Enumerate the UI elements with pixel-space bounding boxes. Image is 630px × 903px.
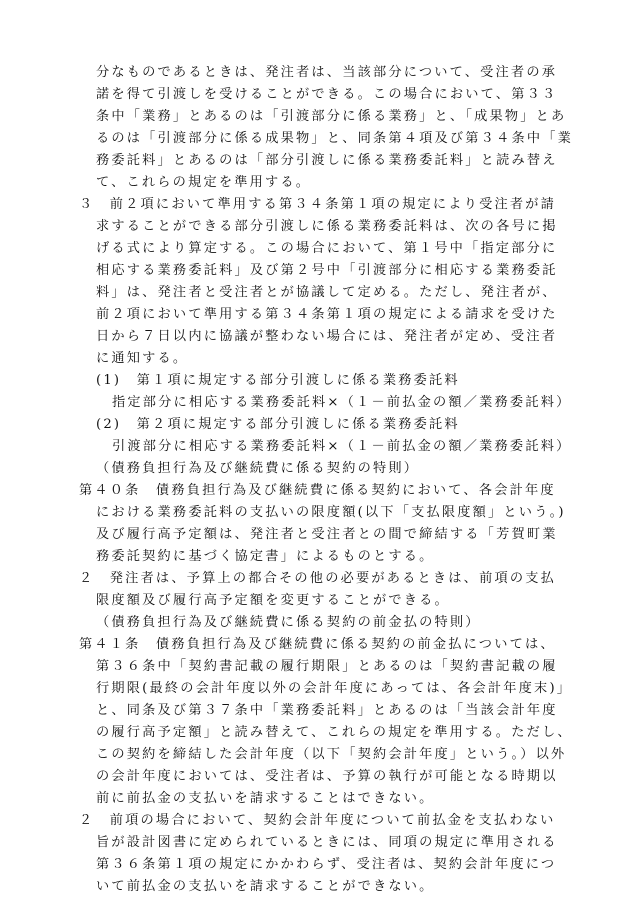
- text-line: 務委託料」とあるのは「部分引渡しに係る業務委託料」と読み替え: [96, 153, 558, 168]
- text-line: 旨が設計図書に定められているときには、同項の規定に準用される: [96, 835, 558, 850]
- text-line: 第４０条 債務負担行為及び継続費に係る契約において、各会計年度: [79, 483, 556, 498]
- text-line: 前に前払金の支払いを請求することはできない。: [96, 791, 435, 806]
- text-line: （債務負担行為及び継続費に係る契約の特則）: [96, 461, 420, 476]
- text-line: （債務負担行為及び継続費に係る契約の前金払の特則）: [96, 615, 481, 630]
- text-line: 行期限(最終の会計年度以外の会計年度にあっては、各会計年度末)」: [96, 681, 573, 696]
- text-line: 日から７日以内に協議が整わない場合には、発注者が定め、受注者: [96, 329, 558, 344]
- text-line: 求することができる部分引渡しに係る業務委託料は、次の各号に掲: [96, 219, 558, 234]
- text-line: における業務委託料の支払いの限度額(以下「支払限度額」という。): [96, 505, 566, 520]
- text-line: 第３６条中「契約書記載の履行期限」とあるのは「契約書記載の履: [96, 659, 558, 674]
- text-line: に通知する。: [96, 351, 189, 366]
- text-line: 限度額及び履行高予定額を変更することができる。: [96, 593, 450, 608]
- text-line: ２ 発注者は、予算上の都合その他の必要があるときは、前項の支払: [79, 571, 557, 586]
- text-line: 引渡部分に相応する業務委託料×（１－前払金の額／業務委託料）: [112, 439, 572, 454]
- text-line: いて前払金の支払いを請求することができない。: [96, 879, 435, 894]
- text-line: 前２項において準用する第３４条第１項の規定による請求を受けた: [96, 307, 558, 322]
- text-line: 料」は、発注者と受注者とが協議して定める。ただし、発注者が、: [96, 285, 558, 300]
- text-line: て、これらの規定を準用する。: [96, 175, 312, 190]
- text-line: (1) 第１項に規定する部分引渡しに係る業務委託料: [96, 373, 460, 388]
- text-line: 務委託契約に基づく協定書」によるものとする。: [96, 549, 435, 564]
- text-line: 指定部分に相応する業務委託料×（１－前払金の額／業務委託料）: [112, 395, 572, 410]
- text-line: の履行高予定額」と読み替えて、これらの規定を準用する。ただし、: [96, 725, 573, 740]
- text-line: るのは「引渡部分に係る成果物」と、同条第４項及び第３４条中「業: [96, 131, 574, 146]
- text-line: (2) 第２項に規定する部分引渡しに係る業務委託料: [96, 417, 460, 432]
- text-line: ３ 前２項において準用する第３４条第１項の規定により受注者が請: [79, 197, 557, 212]
- text-line: の会計年度においては、受注者は、予算の執行が可能となる時期以: [96, 769, 558, 784]
- text-line: 第４１条 債務負担行為及び継続費に係る契約の前金払については、: [79, 637, 556, 652]
- text-line: ２ 前項の場合において、契約会計年度について前払金を支払わない: [79, 813, 556, 828]
- text-line: 相応する業務委託料」及び第２号中「引渡部分に相応する業務委託: [96, 263, 558, 278]
- text-line: 及び履行高予定額は、発注者と受注者との間で締結する「芳賀町業: [96, 527, 558, 542]
- text-line: 条中「業務」とあるのは「引渡部分に係る業務」と、「成果物」とあ: [96, 109, 567, 124]
- text-line: げる式により算定する。この場合において、第１号中「指定部分に: [96, 241, 558, 256]
- text-line: 諾を得て引渡しを受けることができる。この場合において、第３３: [96, 87, 558, 102]
- text-line: この契約を締結した会計年度（以下「契約会計年度」という。）以外: [96, 747, 567, 762]
- text-line: 第３６条第１項の規定にかかわらず、受注者は、契約会計年度につ: [96, 857, 557, 872]
- text-line: 分なものであるときは、発注者は、当該部分について、受注者の承: [96, 65, 558, 80]
- text-line: と、同条及び第３７条中「業務委託料」とあるのは「当該会計年度: [96, 703, 558, 718]
